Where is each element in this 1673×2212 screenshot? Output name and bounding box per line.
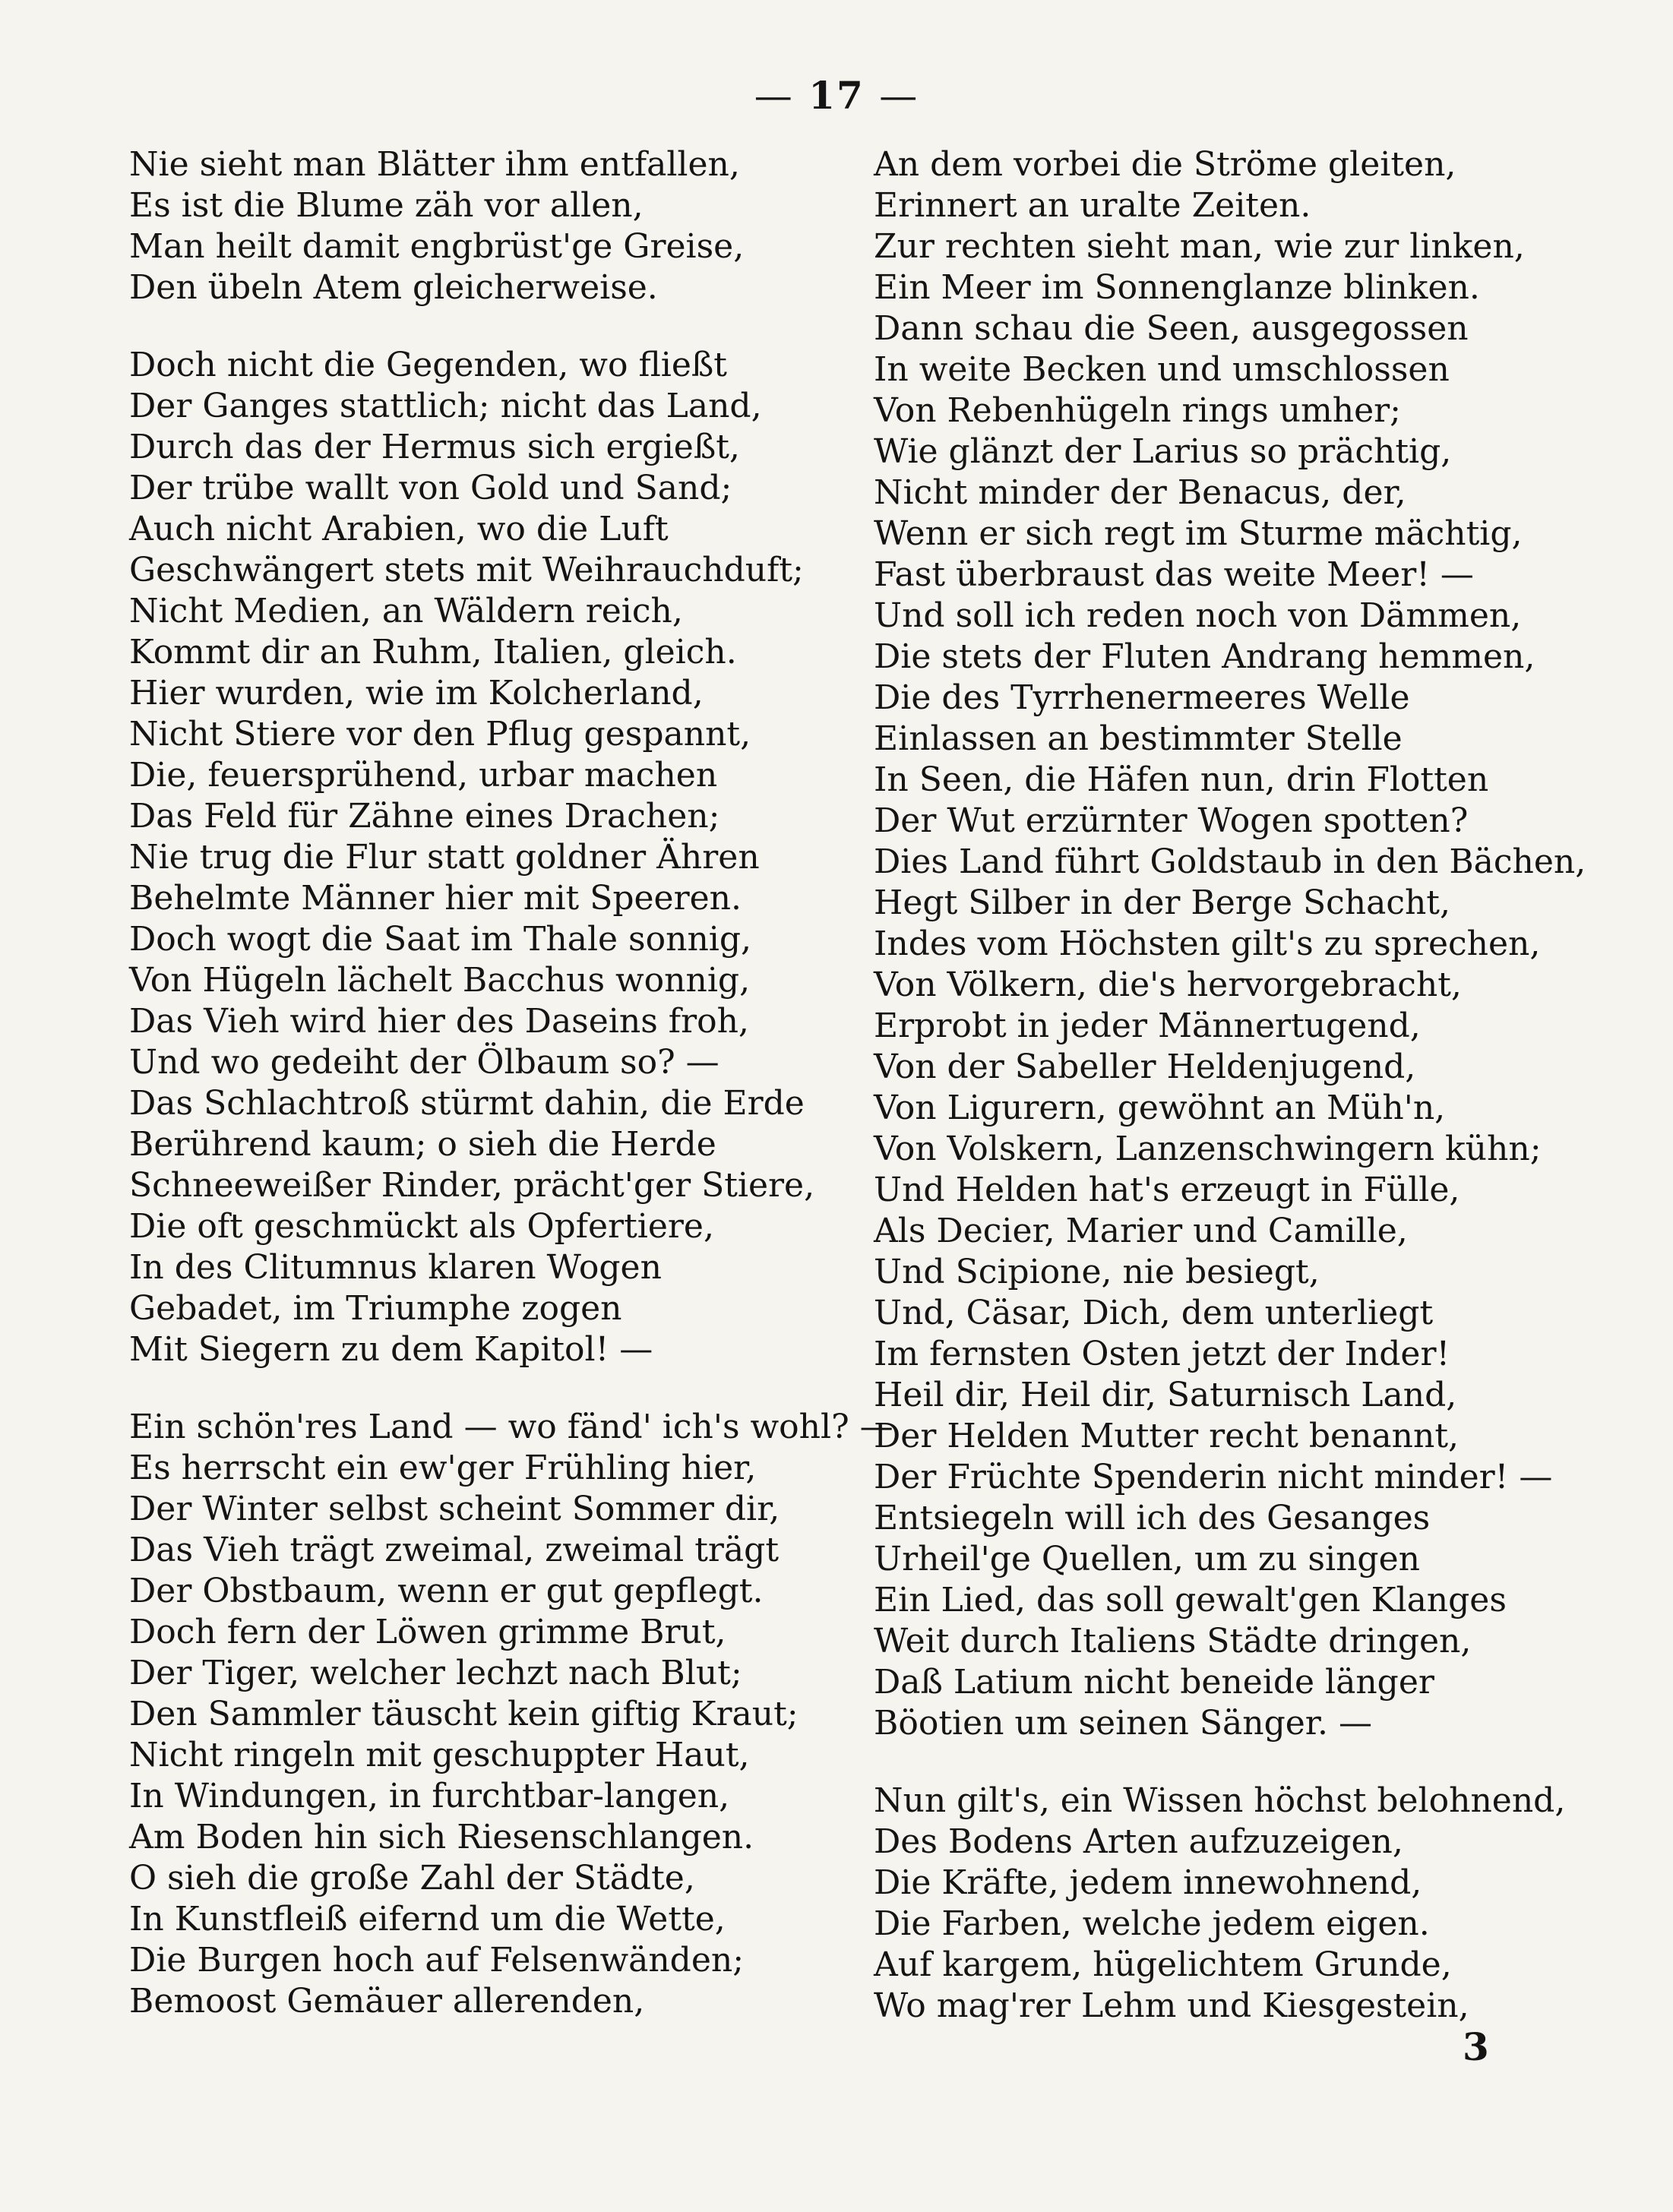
verse-line: Nicht Stiere vor den Pflug gespannt, bbox=[129, 715, 751, 754]
stanza bbox=[129, 1407, 893, 2022]
page-number: 17 bbox=[808, 73, 865, 118]
verse-line: Der trübe wallt von Gold und Sand; bbox=[129, 469, 732, 507]
verse-line: Urheil'ge Quellen, um zu singen bbox=[874, 1540, 1420, 1578]
verse-line: Und Helden hat's erzeugt in Fülle, bbox=[874, 1171, 1460, 1209]
verse-line: In weite Becken und umschlossen bbox=[874, 350, 1450, 389]
verse-line: Man heilt damit engbrüst'ge Greise, bbox=[129, 227, 745, 266]
verse-line: Die stets der Fluten Andrang hemmen, bbox=[874, 637, 1535, 676]
verse-line: Hegt Silber in der Berge Schacht, bbox=[874, 883, 1450, 922]
sheet-signature: 3 bbox=[1463, 2024, 1489, 2069]
verse-line: Daß Latium nicht beneide länger bbox=[874, 1663, 1434, 1702]
header-dash-left: — bbox=[754, 74, 794, 118]
verse-line: Als Decier, Marier und Camille, bbox=[874, 1212, 1408, 1250]
verse-line: Des Bodens Arten aufzuzeigen, bbox=[874, 1822, 1403, 1861]
verse-line: Auch nicht Arabien, wo die Luft bbox=[129, 510, 669, 548]
verse-line: Entsiegeln will ich des Gesanges bbox=[874, 1499, 1431, 1537]
verse-line: Einlassen an bestimmter Stelle bbox=[874, 719, 1403, 758]
verse-line: Und soll ich reden noch von Dämmen, bbox=[874, 596, 1522, 635]
verse-line: Das Vieh wird hier des Daseins froh, bbox=[129, 1002, 749, 1041]
verse-line: Und, Cäsar, Dich, dem unterliegt bbox=[874, 1294, 1434, 1332]
verse-line: Doch wogt die Saat im Thale sonnig, bbox=[129, 920, 752, 959]
verse-line: Wie glänzt der Larius so prächtig, bbox=[874, 432, 1452, 471]
verse-line: Die, feuersprühend, urbar machen bbox=[129, 756, 718, 795]
verse-line: Die oft geschmückt als Opfertiere, bbox=[129, 1207, 714, 1246]
verse-line: Das Feld für Zähne eines Drachen; bbox=[129, 797, 720, 836]
verse-line: O sieh die große Zahl der Städte, bbox=[129, 1859, 695, 1898]
verse-line: Am Boden hin sich Riesenschlangen. bbox=[129, 1818, 754, 1856]
verse-line: Indes vom Höchsten gilt's zu sprechen, bbox=[874, 924, 1541, 963]
verse-line: Ein Lied, das soll gewalt'gen Klanges bbox=[874, 1581, 1507, 1620]
verse-line: In Kunstfleiß eifernd um die Wette, bbox=[129, 1900, 726, 1939]
verse-line: Erprobt in jeder Männertugend, bbox=[874, 1006, 1421, 1045]
verse-line: Durch das der Hermus sich ergießt, bbox=[129, 428, 740, 466]
stanza bbox=[129, 144, 813, 308]
verse-line: Nicht minder der Benacus, der, bbox=[874, 473, 1406, 512]
verse-line: Mit Siegern zu dem Kapitol! — bbox=[129, 1330, 653, 1369]
verse-line: Von Ligurern, gewöhnt an Müh'n, bbox=[874, 1089, 1446, 1127]
verse-line: Gebadet, im Triumphe zogen bbox=[129, 1289, 622, 1328]
verse-line: Weit durch Italiens Städte dringen, bbox=[874, 1622, 1472, 1661]
verse-line: Den Sammler täuscht kein giftig Kraut; bbox=[129, 1695, 799, 1733]
verse-line: Dann schau die Seen, ausgegossen bbox=[874, 309, 1469, 348]
verse-line: Von Rebenhügeln rings umher; bbox=[874, 391, 1402, 430]
verse-line: Der Helden Mutter recht benannt, bbox=[874, 1417, 1459, 1455]
verse-line: In Windungen, in furchtbar-langen, bbox=[129, 1777, 730, 1815]
verse-line: Geschwängert stets mit Weihrauchduft; bbox=[129, 551, 804, 589]
verse-line: Die Burgen hoch auf Felsenwänden; bbox=[129, 1941, 745, 1980]
verse-line: Das Schlachtroß stürmt dahin, die Erde bbox=[129, 1084, 805, 1123]
verse-line: Berührend kaum; o sieh die Herde bbox=[129, 1125, 716, 1164]
verse-line: Ein Meer im Sonnenglanze blinken. bbox=[874, 268, 1480, 307]
verse-line: Die des Tyrrhenermeeres Welle bbox=[874, 678, 1410, 717]
verse-line: Es herrscht ein ew'ger Frühling hier, bbox=[129, 1449, 757, 1487]
verse-line: Doch fern der Löwen grimme Brut, bbox=[129, 1613, 726, 1651]
verse-line: An dem vorbei die Ströme gleiten, bbox=[874, 145, 1456, 184]
verse-line: Und Scipione, nie besiegt, bbox=[874, 1253, 1320, 1291]
verse-line: Im fernsten Osten jetzt der Inder! bbox=[874, 1335, 1450, 1373]
verse-line: Es ist die Blume zäh vor allen, bbox=[129, 186, 644, 225]
header-dash-right: — bbox=[879, 74, 919, 118]
stanza bbox=[874, 1781, 1618, 2027]
verse-line: Dies Land führt Goldstaub in den Bächen, bbox=[874, 842, 1586, 881]
verse-line: Der Ganges stattlich; nicht das Land, bbox=[129, 387, 762, 425]
verse-line: Böotien um seinen Sänger. — bbox=[874, 1704, 1372, 1743]
verse-line: Der Tiger, welcher lechzt nach Blut; bbox=[129, 1654, 742, 1692]
verse-line: In des Clitumnus klaren Wogen bbox=[129, 1248, 662, 1287]
verse-line: Von Hügeln lächelt Bacchus wonnig, bbox=[129, 961, 751, 1000]
verse-line: Fast überbraust das weite Meer! — bbox=[874, 555, 1474, 594]
verse-line: Von Volskern, Lanzenschwingern kühn; bbox=[874, 1130, 1542, 1168]
verse-line: Die Kräfte, jedem innewohnend, bbox=[874, 1863, 1422, 1902]
verse-line: Von der Sabeller Heldenjugend, bbox=[874, 1048, 1416, 1086]
verse-line: Schneeweißer Rinder, prächt'ger Stiere, bbox=[129, 1166, 815, 1205]
verse-line: Erinnert an uralte Zeiten. bbox=[874, 186, 1311, 225]
verse-line: Behelmte Männer hier mit Speeren. bbox=[129, 879, 742, 918]
verse-line: Bemoost Gemäuer allerenden, bbox=[129, 1982, 645, 2021]
verse-line: Nun gilt's, ein Wissen höchst belohnend, bbox=[874, 1781, 1566, 1820]
verse-line: Nie trug die Flur statt goldner Ähren bbox=[129, 838, 760, 877]
verse-line: Die Farben, welche jedem eigen. bbox=[874, 1904, 1430, 1943]
verse-line: In Seen, die Häfen nun, drin Flotten bbox=[874, 760, 1489, 799]
verse-line: Wo mag'rer Lehm und Kiesgestein, bbox=[874, 1986, 1469, 2025]
verse-line: Doch nicht die Gegenden, wo fließt bbox=[129, 346, 727, 384]
verse-line: Heil dir, Heil dir, Saturnisch Land, bbox=[874, 1376, 1457, 1414]
left-poem-column bbox=[129, 144, 893, 2059]
right-poem-column bbox=[874, 144, 1618, 2063]
verse-line: Hier wurden, wie im Kolcherland, bbox=[129, 674, 704, 713]
verse-line: Von Völkern, die's hervorgebracht, bbox=[874, 965, 1462, 1004]
verse-line: Nicht ringeln mit geschuppter Haut, bbox=[129, 1736, 750, 1774]
verse-line: Der Früchte Spenderin nicht minder! — bbox=[874, 1458, 1553, 1496]
verse-line: Der Winter selbst scheint Sommer dir, bbox=[129, 1490, 780, 1528]
stanza bbox=[874, 144, 1618, 1744]
verse-line: Zur rechten sieht man, wie zur linken, bbox=[874, 227, 1525, 266]
verse-line: Nie sieht man Blätter ihm entfallen, bbox=[129, 145, 740, 184]
verse-line: Auf kargem, hügelichtem Grunde, bbox=[874, 1945, 1452, 1984]
verse-line: Und wo gedeiht der Ölbaum so? — bbox=[129, 1043, 719, 1082]
page-header bbox=[0, 73, 1673, 118]
verse-line: Kommt dir an Ruhm, Italien, gleich. bbox=[129, 633, 737, 672]
verse-line: Der Wut erzürnter Wogen spotten? bbox=[874, 801, 1469, 840]
verse-line: Ein schön'res Land — wo fänd' ich's wohl? — bbox=[129, 1408, 893, 1446]
verse-line: Nicht Medien, an Wäldern reich, bbox=[129, 592, 683, 630]
verse-line: Wenn er sich regt im Sturme mächtig, bbox=[874, 514, 1523, 553]
verse-line: Den übeln Atem gleicherweise. bbox=[129, 268, 658, 307]
verse-line: Das Vieh trägt zweimal, zweimal trägt bbox=[129, 1531, 780, 1569]
verse-line: Der Obstbaum, wenn er gut gepflegt. bbox=[129, 1572, 764, 1610]
stanza bbox=[129, 345, 813, 1370]
